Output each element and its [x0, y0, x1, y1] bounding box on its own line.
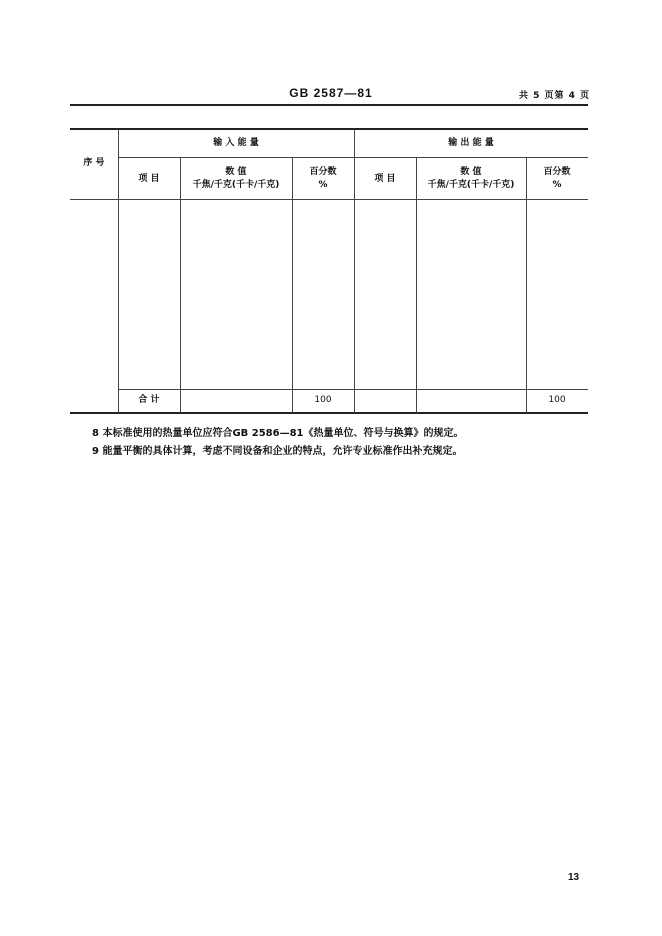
table-top-rule — [70, 128, 588, 130]
table-divider — [118, 157, 588, 158]
table-divider — [180, 157, 181, 413]
page-info: 共 5 页第 4 页 — [518, 91, 590, 101]
table-divider — [354, 129, 355, 413]
output-total-percent: 100 — [548, 395, 566, 405]
note-9: 9 能量平衡的具体计算，考虑不同设备和企业的特点，允许专业标准作出补充规定。 — [92, 446, 463, 457]
page-number: 13 — [568, 872, 580, 883]
table-bottom-rule — [70, 412, 588, 414]
table-divider — [526, 157, 527, 413]
input-energy-header: 输 入 能 量 — [213, 138, 259, 148]
note-8: 8 本标准使用的热量单位应符合GB 2586—81《热量单位、符号与换算》的规定。 — [92, 428, 464, 439]
header-rule — [70, 104, 588, 106]
input-item-header: 项 目 — [138, 174, 160, 184]
input-total-percent: 100 — [314, 395, 332, 405]
total-label: 合 计 — [138, 395, 160, 405]
input-percent-header: 百分数 — [309, 167, 337, 177]
output-item-header: 项 目 — [374, 174, 396, 184]
output-value-header: 数 值 — [460, 167, 482, 177]
table-divider — [416, 157, 417, 413]
input-percent-unit: % — [318, 180, 328, 190]
output-percent-unit: % — [552, 180, 562, 190]
table-divider — [118, 129, 119, 413]
output-percent-header: 百分数 — [543, 167, 571, 177]
seq-header: 序 号 — [83, 158, 105, 168]
input-value-unit: 千焦/千克(千卡/千克) — [192, 180, 280, 190]
table-divider — [292, 157, 293, 413]
table-divider — [118, 389, 588, 390]
output-energy-header: 输 出 能 量 — [448, 138, 494, 148]
output-value-unit: 千焦/千克(千卡/千克) — [427, 180, 515, 190]
table-divider — [70, 199, 588, 200]
standard-code: GB 2587—81 — [289, 86, 373, 100]
input-value-header: 数 值 — [225, 167, 247, 177]
